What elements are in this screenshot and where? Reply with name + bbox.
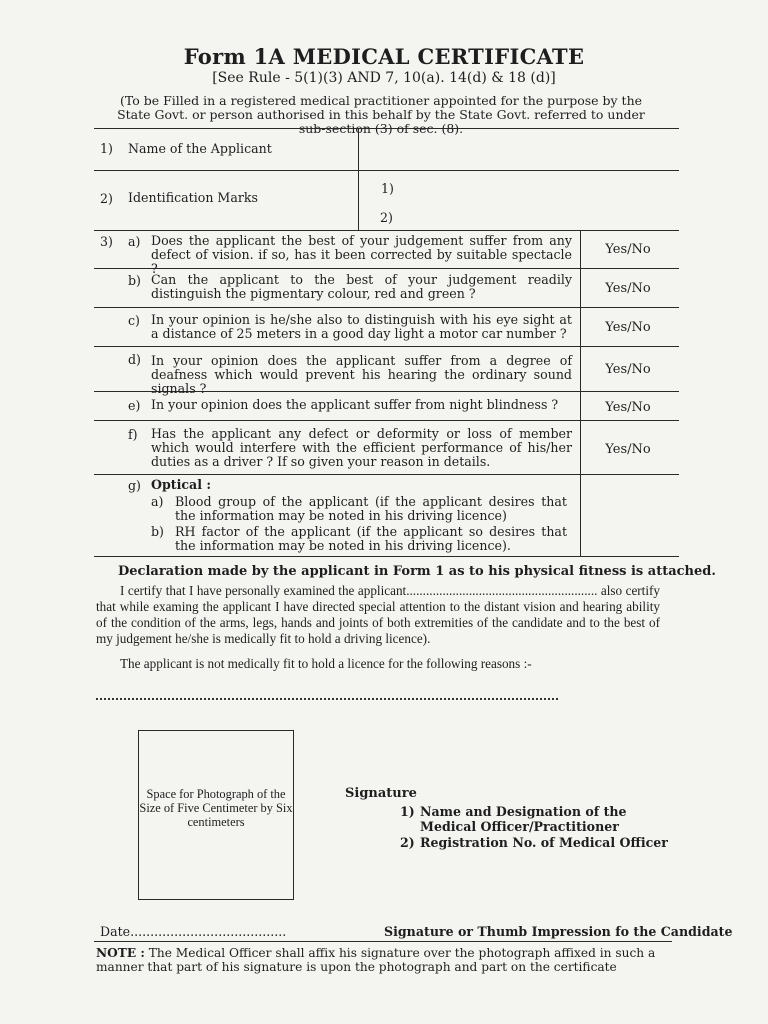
- photo-box[interactable]: [138, 730, 294, 900]
- vision-defect-question: Does the applicant the best of your judgement suffer from any defect of vision. if so, has it been corrected by suitable spectacle ?: [151, 233, 572, 276]
- optical-answer-field[interactable]: [584, 478, 676, 554]
- photo-instructions: Space for Photograph of the Size of Five Centimeter by Six centimeters: [139, 787, 293, 829]
- table-top-line: [94, 128, 679, 129]
- identification-mark-2: 2): [380, 210, 393, 225]
- certification-paragraph: I certify that I have personally examined the applicant.......................................................... also certify that while examing the applicant I have directed special attention to the distant vision and hearing ability of the condition of the arms, legs, hands and joints of both extremities of the candidate and to the best of my judgement he/she is medically fit to hold a driving licence).: [96, 583, 660, 646]
- row-number: 1): [100, 141, 113, 156]
- item-letter: f): [128, 427, 138, 442]
- candidate-signature-label: Signature or Thumb Impression fo the Candidate: [384, 924, 733, 939]
- row-number: 3): [100, 234, 113, 249]
- blood-group-question: Blood group of the applicant (if the applicant desires that the information may be noted in his driving licence): [175, 494, 567, 523]
- signature-item-number: 1): [400, 804, 415, 819]
- identification-mark-1: 1): [381, 181, 394, 196]
- reasons-dotted-line[interactable]: [96, 698, 558, 700]
- deafness-question: In your opinion does the applicant suffer from a degree of deafness which would prevent his hearing the ordinary sound signals ?: [151, 353, 572, 396]
- eye-sight-distance-answer[interactable]: Yes/No: [605, 320, 651, 335]
- identification-marks-field[interactable]: [400, 174, 676, 228]
- note-text: The Medical Officer shall affix his signature over the photograph affixed in such a manner that part of his signature is upon the photograph and part on the certificate: [96, 946, 656, 974]
- signature-label: Signature: [345, 786, 417, 801]
- item-letter: a): [128, 234, 141, 249]
- colour-distinction-question: Can the applicant to the best of your judgement readily distinguish the pigmentary colour, red and green ?: [151, 272, 572, 301]
- colour-distinction-answer[interactable]: Yes/No: [605, 281, 651, 296]
- form-title: Form 1A MEDICAL CERTIFICATE: [183, 44, 585, 69]
- note-label: NOTE :: [96, 946, 145, 960]
- eye-sight-distance-question: In your opinion is he/she also to distinguish with his eye sight at a distance of 25 meters in a good day light a motor car number ?: [151, 312, 572, 341]
- optical-heading: Optical :: [151, 477, 212, 492]
- sub-item-letter: a): [151, 494, 164, 509]
- night-blindness-answer[interactable]: Yes/No: [605, 400, 651, 415]
- note-block: [96, 946, 670, 974]
- signature-item-number: 2): [400, 835, 415, 850]
- deformity-answer[interactable]: Yes/No: [605, 442, 651, 457]
- item-letter: c): [128, 313, 140, 328]
- row-divider: [94, 170, 679, 171]
- registration-number: Registration No. of Medical Officer: [420, 835, 668, 850]
- sub-item-letter: b): [151, 524, 164, 539]
- intro-text: (To be Filled in a registered medical practitioner appointed for the purpose by the State Govt. or person authorised in this behalf by the State Govt. referred to under sub-section (3) of sec. (8).: [117, 93, 645, 136]
- footer-divider: [94, 941, 672, 942]
- row-divider: [94, 420, 679, 421]
- table-bottom-line: [94, 556, 679, 557]
- deafness-answer[interactable]: Yes/No: [605, 362, 651, 377]
- name-of-applicant-label: Name of the Applicant: [128, 141, 272, 156]
- item-letter: e): [128, 398, 141, 413]
- not-fit-statement: The applicant is not medically fit to hold a licence for the following reasons :-: [120, 656, 532, 671]
- name-of-applicant-field[interactable]: [362, 132, 676, 168]
- night-blindness-question: In your opinion does the applicant suffer from night blindness ?: [151, 397, 559, 412]
- row-divider: [94, 230, 679, 231]
- column-divider: [580, 230, 581, 556]
- rule-reference: [See Rule - 5(1)(3) AND 7, 10(a). 14(d) & 18 (d)]: [212, 70, 556, 86]
- deformity-question: Has the applicant any defect or deformity or loss of member which would interfere with the efficient performance of his/her duties as a driver ? If so given your reason in details.: [151, 426, 572, 469]
- row-number: 2): [100, 191, 113, 206]
- item-letter: d): [128, 352, 141, 367]
- vision-defect-answer[interactable]: Yes/No: [605, 242, 651, 257]
- column-divider: [358, 128, 359, 230]
- date-field[interactable]: Date.......................................: [100, 924, 287, 939]
- rh-factor-question: RH factor of the applicant (if the applicant so desires that the information may be noted in his driving licence).: [175, 524, 567, 553]
- officer-name-designation: Name and Designation of the Medical Officer/Practitioner: [420, 804, 627, 834]
- item-letter: g): [128, 478, 141, 493]
- identification-marks-label: Identification Marks: [128, 190, 258, 205]
- declaration-heading: Declaration made by the applicant in Form 1 as to his physical fitness is attached.: [118, 564, 716, 579]
- item-letter: b): [128, 273, 141, 288]
- row-divider: [94, 346, 679, 347]
- row-divider: [94, 474, 679, 475]
- row-divider: [94, 307, 679, 308]
